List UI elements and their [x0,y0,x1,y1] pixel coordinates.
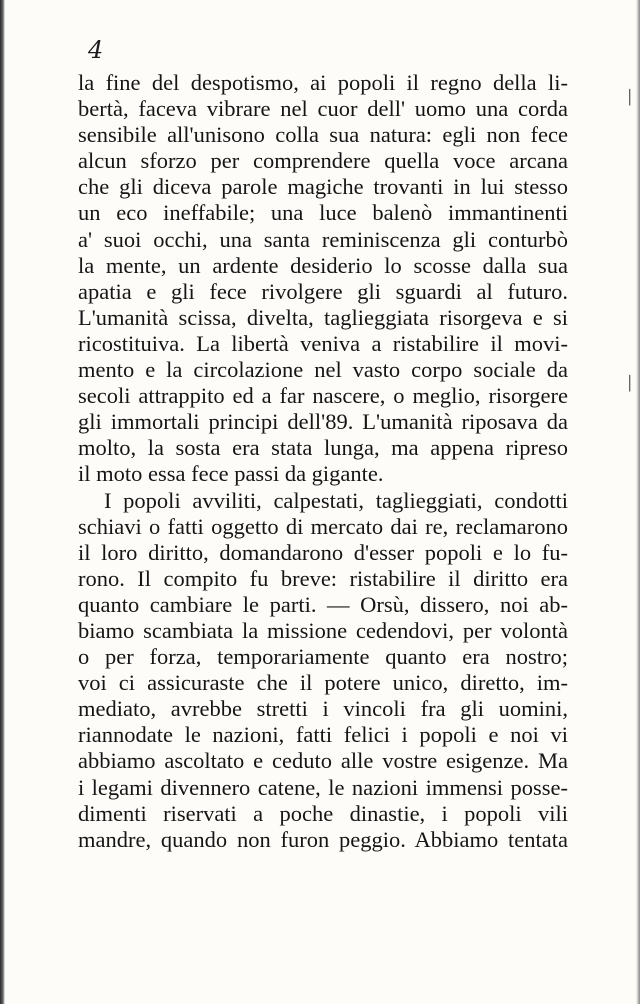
text-line: voi ci assicuraste che il potere unico, diretto, im- [78,670,568,696]
text-line: la mente, un ardente desiderio lo scosse dalla sua [78,252,568,278]
paragraph [78,70,568,488]
text-line: secoli attrappito ed a far nascere, o meglio, risorgere [78,383,568,409]
text-line: a' suoi occhi, una santa reminiscenza gli conturbò [78,226,568,252]
text-line: il loro diritto, domandarono d'esser popoli e lo fu- [78,539,568,565]
text-line: i legami divennero catene, le nazioni immensi posse- [78,774,568,800]
text-line: I popoli avviliti, calpestati, taglieggiati, condotti [104,487,568,513]
text-line: o per forza, temporariamente quanto era nostro; [78,644,568,670]
text-line: che gli diceva parole magiche trovanti in lui stesso [78,174,568,200]
text-line: un eco ineffabile; una luce balenò immantinenti [78,200,568,226]
text-line: il moto essa fece passi da gigante. [78,461,384,487]
text-line: schiavi o fatti oggetto di mercato dai re, reclamarono [78,513,568,539]
text-line: mento e la circolazione nel vasto corpo sociale da [78,357,568,383]
paragraph [78,488,568,853]
page-number: 4 [88,36,104,64]
text-line: gli immortali principi dell'89. L'umanità riposava da [78,409,568,435]
text-line: dimenti riservati a poche dinastie, i popoli vili [78,800,568,826]
text-line: mandre, quando non furon peggio. Abbiamo tentata [78,826,568,852]
page-right-edge [636,0,640,1004]
text-line: rono. Il compito fu breve: ristabilire il diritto era [78,565,568,591]
text-line: sensibile all'unisono colla sua natura: egli non fece [78,122,568,148]
text-line: riannodate le nazioni, fatti felici i popoli e noi vi [78,722,568,748]
text-line: biamo scambiata la missione cedendovi, per volontà [78,617,568,643]
text-line: quanto cambiare le parti. — Orsù, dissero, noi ab- [78,591,568,617]
text-line: apatia e gli fece rivolgere gli sguardi al futuro. [78,278,568,304]
text-line: alcun sforzo per comprendere quella voce arcana [78,148,568,174]
text-line: L'umanità scissa, divelta, taglieggiata risorgeva e si [78,304,568,330]
text-line: molto, la sosta era stata lunga, ma appena ripreso [78,435,568,461]
margin-mark: │ [625,90,634,106]
body-text [78,70,568,853]
text-line: la fine del despotismo, ai popoli il regno della li- [78,70,568,95]
text-line: ricostituiva. La libertà veniva a ristabilire il movi- [78,330,568,356]
text-line: abbiamo ascoltato e ceduto alle vostre esigenze. Ma [78,748,568,774]
margin-mark: │ [625,376,634,392]
text-line: bertà, faceva vibrare nel cuor dell' uomo una corda [78,96,568,122]
page-left-edge [0,0,5,1004]
text-line: mediato, avrebbe stretti i vincoli fra gli uomini, [78,696,568,722]
